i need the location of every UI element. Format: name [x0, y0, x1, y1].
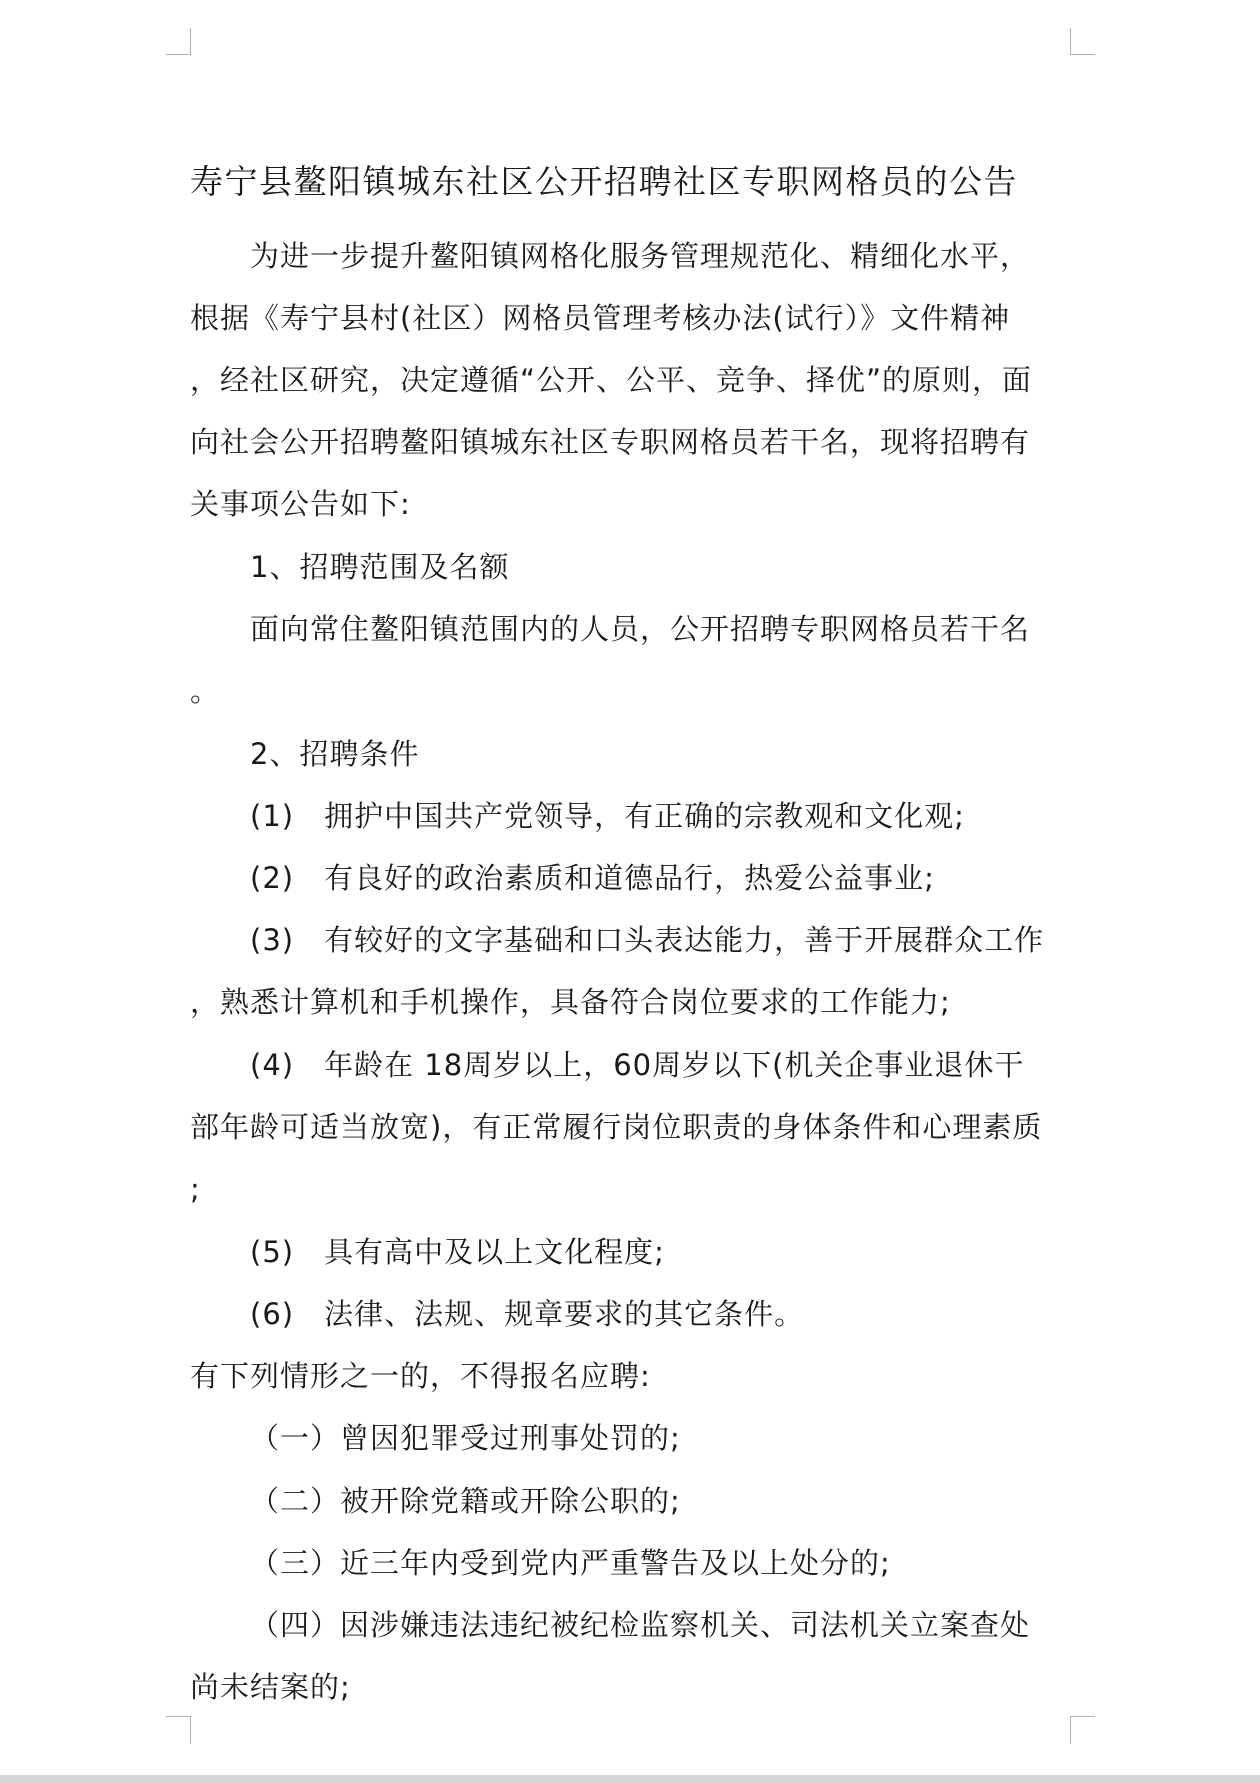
paragraph-line: 为进一步提升鳌阳镇网格化服务管理规范化、精细化水平，	[250, 239, 1031, 273]
list-item: （四）因涉嫌违法违纪被纪检监察机关、司法机关立案查处	[250, 1608, 1031, 1642]
paragraph-line: 面向常住鳌阳镇范围内的人员，公开招聘专职网格员若干名	[250, 612, 1031, 646]
crop-mark-bottom-right	[1070, 1716, 1095, 1743]
bottom-scroll-bar	[0, 1775, 1260, 1783]
list-item: （三）近三年内受到党内严重警告及以上处分的;	[250, 1546, 891, 1580]
paragraph-line: ，经社区研究，决定遵循“公开、公平、竞争、择优”的原则，面	[190, 363, 1033, 397]
list-item-continuation: 部年龄可适当放宽)，有正常履行岗位职责的身体条件和心理素质	[190, 1110, 1043, 1144]
list-item: (6) 法律、法规、规章要求的其它条件。	[250, 1297, 805, 1331]
list-item: (4) 年龄在 18周岁以上，60周岁以下(机关企事业退休干	[250, 1048, 1025, 1082]
paragraph-line: 有下列情形之一的，不得报名应聘:	[190, 1359, 651, 1393]
paragraph-line: 向社会公开招聘鳌阳镇城东社区专职网格员若干名，现将招聘有	[190, 425, 1031, 459]
list-item-continuation: ;	[190, 1172, 201, 1206]
document-title: 寿宁县鳌阳镇城东社区公开招聘社区专职网格员的公告	[190, 162, 1018, 201]
list-item-continuation: 尚未结案的;	[190, 1670, 351, 1704]
section-heading: 2、招聘条件	[250, 737, 420, 771]
paragraph-line: 关事项公告如下:	[190, 487, 411, 521]
list-item: (1) 拥护中国共产党领导，有正确的宗教观和文化观;	[250, 799, 965, 833]
list-item: (2) 有良好的政治素质和道德品行，热爱公益事业;	[250, 861, 935, 895]
list-item: (3) 有较好的文字基础和口头表达能力，善于开展群众工作	[250, 923, 1045, 957]
crop-mark-top-left	[166, 28, 191, 55]
crop-mark-bottom-left	[166, 1716, 191, 1743]
list-item: （一）曾因犯罪受过刑事处罚的;	[250, 1421, 681, 1455]
crop-mark-top-right	[1070, 28, 1095, 55]
paragraph-line: 根据《寿宁县村(社区）网格员管理考核办法(试行）》文件精神	[190, 301, 1011, 335]
paragraph-line: 。	[190, 674, 221, 708]
list-item: （二）被开除党籍或开除公职的;	[250, 1484, 681, 1518]
section-heading: 1、招聘范围及名额	[250, 550, 510, 584]
list-item-continuation: ，熟悉计算机和手机操作，具备符合岗位要求的工作能力;	[190, 985, 951, 1019]
list-item: (5) 具有高中及以上文化程度;	[250, 1235, 665, 1269]
